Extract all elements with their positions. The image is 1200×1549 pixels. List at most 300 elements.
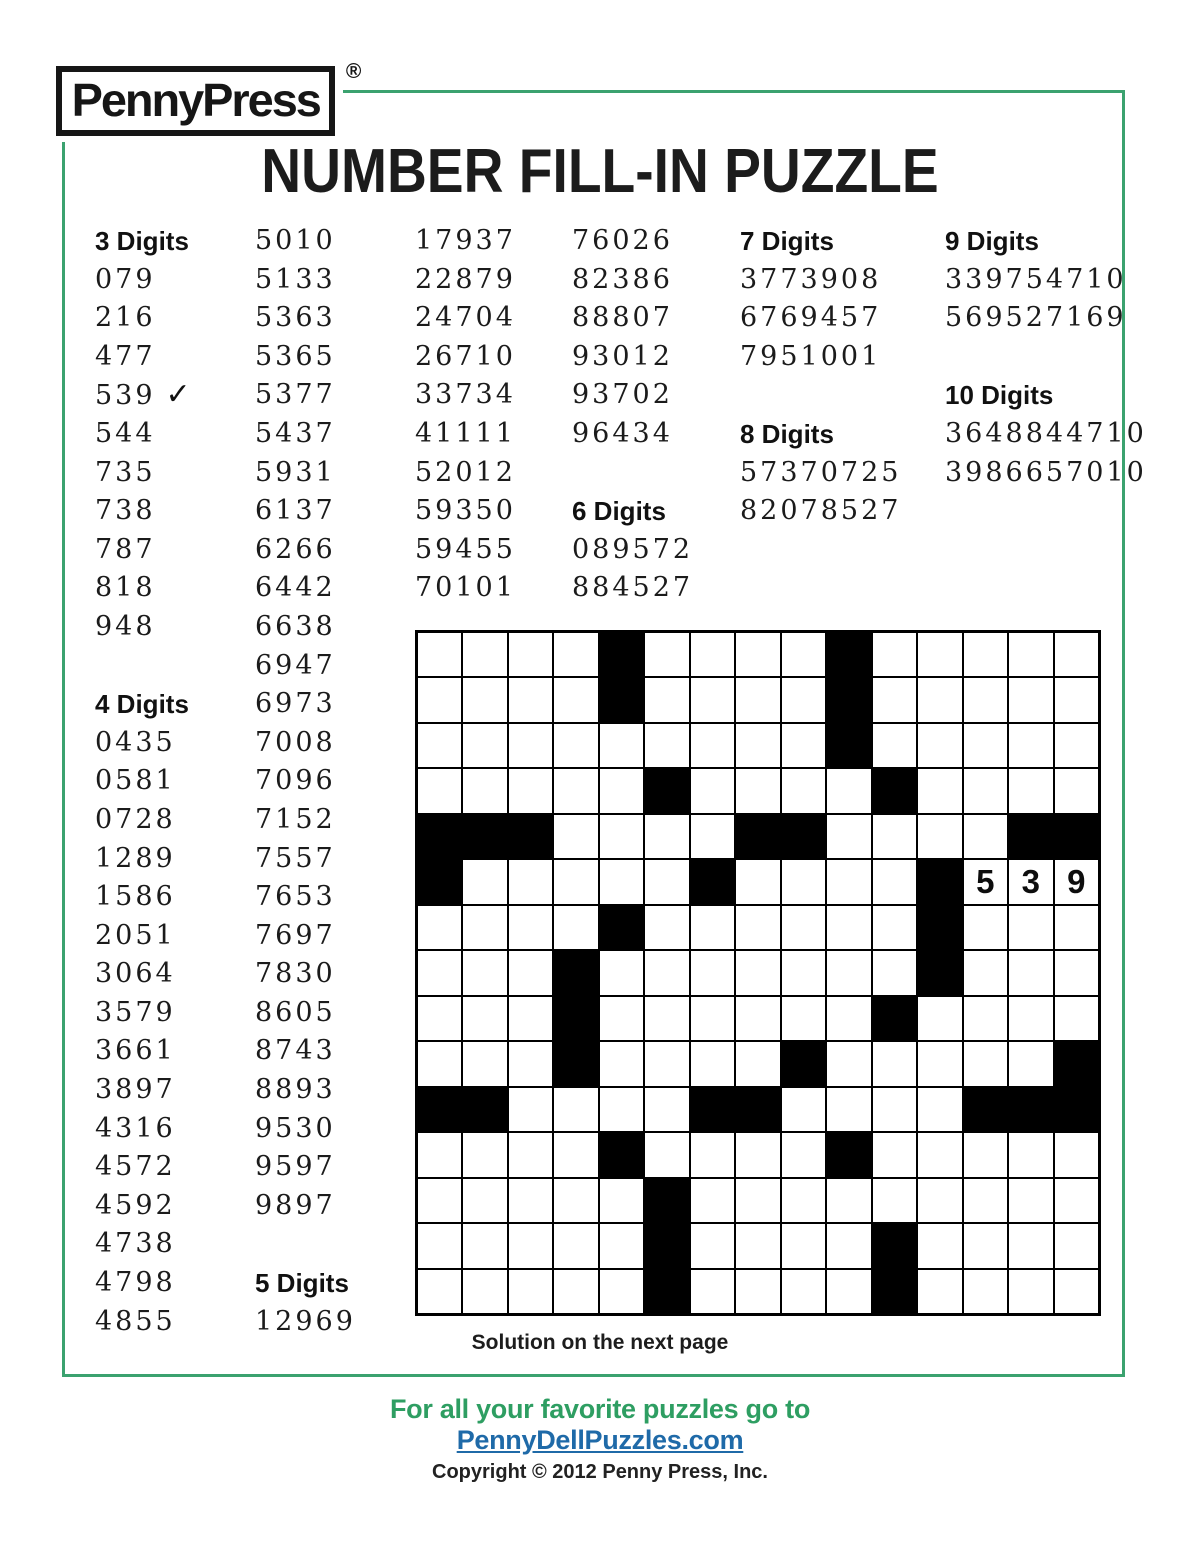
- list-number: 3986657010: [945, 456, 1147, 488]
- grid-cell[interactable]: [781, 1087, 826, 1132]
- grid-cell[interactable]: [553, 632, 598, 677]
- grid-cell[interactable]: [1054, 768, 1099, 813]
- grid-cell[interactable]: [553, 677, 598, 722]
- grid-cell[interactable]: [417, 768, 462, 813]
- grid-cell[interactable]: [599, 1223, 644, 1268]
- list-spacer: [572, 454, 693, 493]
- grid-cell[interactable]: [917, 768, 962, 813]
- grid-cell[interactable]: [1054, 1269, 1099, 1314]
- list-number: 6266: [255, 533, 336, 565]
- grid-cell[interactable]: [462, 859, 507, 904]
- grid-cell[interactable]: [872, 1178, 917, 1223]
- grid-cell[interactable]: [917, 677, 962, 722]
- grid-cell[interactable]: [1008, 1041, 1053, 1086]
- list-number: 17937: [415, 225, 516, 256]
- grid-cell[interactable]: [872, 905, 917, 950]
- list-number: 0435: [95, 726, 176, 758]
- list-number: 26710: [415, 340, 516, 372]
- grid-cell-black: [599, 632, 644, 677]
- grid-cell-black: [553, 1041, 598, 1086]
- grid-cell-black: [872, 768, 917, 813]
- grid-cell-black: [781, 1041, 826, 1086]
- grid-cell[interactable]: [599, 768, 644, 813]
- grid-cell[interactable]: [1008, 1223, 1053, 1268]
- grid-cell[interactable]: [553, 768, 598, 813]
- grid-cell[interactable]: [781, 905, 826, 950]
- solution-note: Solution on the next page: [471, 1331, 729, 1354]
- grid-cell[interactable]: [1054, 677, 1099, 722]
- grid-cell-black: [826, 677, 871, 722]
- list-number: 0581: [95, 765, 176, 797]
- grid-cell[interactable]: [644, 859, 689, 904]
- grid-cell[interactable]: [644, 723, 689, 768]
- grid-cell[interactable]: [553, 1269, 598, 1314]
- list-number: 9530: [255, 1112, 336, 1144]
- grid-cell[interactable]: [1008, 632, 1053, 677]
- grid-cell[interactable]: [826, 1041, 871, 1086]
- grid-cell[interactable]: [553, 905, 598, 950]
- grid-cell[interactable]: [508, 1223, 553, 1268]
- grid-cell[interactable]: [826, 768, 871, 813]
- number-list-column-2: [255, 222, 356, 1341]
- grid-cell[interactable]: [690, 768, 735, 813]
- list-number: 3064: [95, 958, 176, 990]
- list-spacer: [945, 338, 1147, 377]
- list-number: 7557: [255, 842, 336, 874]
- grid-cell-black: [599, 677, 644, 722]
- grid-cell[interactable]: [690, 1269, 735, 1314]
- grid-cell[interactable]: [508, 1178, 553, 1223]
- grid-cell[interactable]: [735, 723, 780, 768]
- grid-cell[interactable]: [644, 905, 689, 950]
- grid-cell[interactable]: [735, 1132, 780, 1177]
- grid-cell[interactable]: [1054, 996, 1099, 1041]
- list-number: 3579: [95, 996, 176, 1028]
- registered-trademark-icon: ®: [345, 60, 362, 83]
- grid-cell[interactable]: [1054, 905, 1099, 950]
- grid-cell[interactable]: [690, 950, 735, 995]
- grid-cell[interactable]: [599, 859, 644, 904]
- grid-cell[interactable]: [553, 1223, 598, 1268]
- list-number: 8893: [255, 1074, 336, 1106]
- list-number: 7830: [255, 958, 336, 990]
- list-number: 735: [95, 456, 156, 488]
- list-number: 7096: [255, 765, 336, 797]
- list-number: 948: [95, 610, 156, 642]
- grid-cell[interactable]: [599, 814, 644, 859]
- grid-cell[interactable]: [417, 723, 462, 768]
- grid-cell-black: [417, 814, 462, 859]
- grid-cell[interactable]: [417, 1041, 462, 1086]
- grid-cell[interactable]: [872, 632, 917, 677]
- grid-cell[interactable]: [508, 632, 553, 677]
- grid-cell[interactable]: [872, 950, 917, 995]
- grid-cell[interactable]: [735, 1269, 780, 1314]
- grid-cell-black: [917, 859, 962, 904]
- list-number: 59455: [415, 533, 516, 565]
- grid-cell[interactable]: [462, 1178, 507, 1223]
- grid-cell[interactable]: [735, 950, 780, 995]
- list-number: 88807: [572, 302, 673, 334]
- list-number: 569527169: [945, 302, 1127, 334]
- grid-cell[interactable]: [963, 996, 1008, 1041]
- list-number: 3648844710: [945, 417, 1147, 449]
- grid-cell[interactable]: [599, 1178, 644, 1223]
- grid-cell-black: [1054, 814, 1099, 859]
- list-number: 339754710: [945, 263, 1127, 295]
- grid-cell[interactable]: [781, 1132, 826, 1177]
- grid-cell[interactable]: [599, 996, 644, 1041]
- digit-group-header: 3 Digits: [95, 226, 189, 256]
- list-number: 787: [95, 533, 156, 565]
- grid-cell[interactable]: [644, 950, 689, 995]
- grid-cell[interactable]: [599, 1269, 644, 1314]
- grid-cell[interactable]: [508, 1132, 553, 1177]
- grid-cell-black: [599, 1132, 644, 1177]
- list-number: 9897: [255, 1189, 336, 1221]
- grid-cell[interactable]: [1054, 632, 1099, 677]
- grid-cell[interactable]: [462, 1269, 507, 1314]
- grid-cell[interactable]: [553, 859, 598, 904]
- grid-cell[interactable]: [917, 632, 962, 677]
- list-number: 4592: [95, 1189, 176, 1221]
- grid-cell[interactable]: [690, 996, 735, 1041]
- grid-cell[interactable]: [963, 677, 1008, 722]
- grid-cell[interactable]: [963, 1041, 1008, 1086]
- list-number: 1586: [95, 881, 176, 913]
- grid-cell[interactable]: [690, 632, 735, 677]
- grid-cell[interactable]: [781, 677, 826, 722]
- grid-cell[interactable]: [917, 814, 962, 859]
- grid-cell[interactable]: [1008, 1178, 1053, 1223]
- grid-cell[interactable]: [690, 905, 735, 950]
- grid-cell[interactable]: [508, 1041, 553, 1086]
- grid-cell[interactable]: [826, 1178, 871, 1223]
- grid-cell[interactable]: [872, 814, 917, 859]
- list-number: 41111: [415, 417, 516, 449]
- grid-cell[interactable]: [417, 677, 462, 722]
- grid-cell[interactable]: [781, 1223, 826, 1268]
- grid-cell[interactable]: [781, 1178, 826, 1223]
- grid-cell[interactable]: [963, 1223, 1008, 1268]
- checkmark-icon: ✓: [165, 377, 191, 413]
- grid-cell[interactable]: [690, 814, 735, 859]
- list-number: 1289: [95, 842, 176, 874]
- grid-cell[interactable]: [644, 996, 689, 1041]
- grid-cell[interactable]: [508, 1087, 553, 1132]
- grid-cell[interactable]: [735, 677, 780, 722]
- grid-cell[interactable]: [781, 1269, 826, 1314]
- grid-cell[interactable]: [1054, 950, 1099, 995]
- list-number: 9597: [255, 1151, 336, 1183]
- grid-cell[interactable]: [781, 723, 826, 768]
- list-number: 3897: [95, 1074, 176, 1106]
- grid-cell[interactable]: [872, 1041, 917, 1086]
- grid-cell[interactable]: [690, 723, 735, 768]
- grid-cell[interactable]: [644, 1041, 689, 1086]
- grid-cell[interactable]: [462, 950, 507, 995]
- grid-cell[interactable]: [462, 1041, 507, 1086]
- grid-cell[interactable]: [917, 1269, 962, 1314]
- grid-cell-black: [735, 814, 780, 859]
- copyright-text: Copyright © 2012 Penny Press, Inc.: [432, 1461, 768, 1483]
- grid-cell-black: [826, 1132, 871, 1177]
- list-number: 12969: [255, 1305, 356, 1337]
- grid-cell-prefilled[interactable]: 5: [963, 859, 1008, 904]
- grid-cell[interactable]: [599, 950, 644, 995]
- grid-cell[interactable]: [644, 1132, 689, 1177]
- grid-cell[interactable]: [872, 1132, 917, 1177]
- grid-cell[interactable]: [1008, 677, 1053, 722]
- grid-cell[interactable]: [599, 723, 644, 768]
- grid-cell[interactable]: [1008, 768, 1053, 813]
- list-number: 8605: [255, 996, 336, 1028]
- list-number: 6947: [255, 649, 336, 681]
- grid-cell[interactable]: [462, 1132, 507, 1177]
- grid-cell-black: [872, 1223, 917, 1268]
- grid-cell-black: [644, 1269, 689, 1314]
- grid-cell[interactable]: [735, 905, 780, 950]
- grid-cell-black: [644, 768, 689, 813]
- grid-cell[interactable]: [462, 996, 507, 1041]
- list-number: 089572: [572, 533, 694, 565]
- grid-cell[interactable]: [781, 950, 826, 995]
- grid-cell[interactable]: [553, 1178, 598, 1223]
- grid-cell[interactable]: [508, 768, 553, 813]
- list-number: 2051: [95, 919, 176, 951]
- grid-cell-black: [462, 814, 507, 859]
- grid-cell[interactable]: [917, 723, 962, 768]
- list-number: 57370725: [740, 456, 902, 488]
- grid-cell[interactable]: [963, 1132, 1008, 1177]
- grid-cell-black: [781, 814, 826, 859]
- grid-cell[interactable]: [417, 1132, 462, 1177]
- grid-cell[interactable]: [690, 1132, 735, 1177]
- list-number: 0728: [95, 803, 176, 835]
- grid-cell[interactable]: [553, 814, 598, 859]
- grid-cell[interactable]: [963, 905, 1008, 950]
- list-number: 7951001: [740, 340, 882, 372]
- grid-cell[interactable]: [963, 814, 1008, 859]
- grid-cell[interactable]: [826, 950, 871, 995]
- grid-cell-black: [462, 1087, 507, 1132]
- grid-cell[interactable]: [917, 1041, 962, 1086]
- digit-group-header: 7 Digits: [740, 226, 834, 256]
- list-number: 93702: [572, 379, 673, 411]
- grid-cell[interactable]: [963, 1269, 1008, 1314]
- grid-cell-black: [872, 1269, 917, 1314]
- grid-cell-black: [826, 723, 871, 768]
- grid-cell[interactable]: [644, 1087, 689, 1132]
- grid-cell[interactable]: [553, 723, 598, 768]
- grid-cell[interactable]: [917, 996, 962, 1041]
- grid-cell[interactable]: [417, 996, 462, 1041]
- digit-group-header: 4 Digits: [95, 689, 189, 720]
- digit-group-header: 10 Digits: [945, 380, 1054, 411]
- list-number: 93012: [572, 340, 673, 372]
- list-number: 4855: [95, 1305, 176, 1337]
- grid-cell[interactable]: [963, 1178, 1008, 1223]
- grid-cell[interactable]: [1008, 905, 1053, 950]
- grid-cell[interactable]: [417, 905, 462, 950]
- grid-cell[interactable]: [826, 859, 871, 904]
- grid-cell-black: [1054, 1087, 1099, 1132]
- grid-cell[interactable]: [508, 859, 553, 904]
- grid-cell[interactable]: [735, 859, 780, 904]
- number-list-column-4: [572, 222, 693, 608]
- list-number: 539 ✓: [95, 377, 191, 413]
- list-number: 4798: [95, 1267, 176, 1299]
- grid-cell-black: [417, 1087, 462, 1132]
- list-number: 477: [95, 340, 156, 372]
- list-number: 4316: [95, 1112, 176, 1144]
- grid-cell[interactable]: [462, 905, 507, 950]
- grid-cell[interactable]: [553, 1132, 598, 1177]
- list-number: 6638: [255, 610, 336, 642]
- list-number: 96434: [572, 417, 673, 449]
- grid-cell[interactable]: [417, 1223, 462, 1268]
- number-list-column-1: [95, 222, 191, 1341]
- grid-cell[interactable]: [508, 723, 553, 768]
- list-number: 884527: [572, 572, 694, 604]
- grid-cell[interactable]: [963, 723, 1008, 768]
- grid-cell[interactable]: [963, 950, 1008, 995]
- list-number: 4738: [95, 1228, 176, 1260]
- grid-cell[interactable]: [462, 723, 507, 768]
- list-number: 079: [95, 263, 156, 295]
- grid-cell[interactable]: [826, 905, 871, 950]
- grid-cell[interactable]: [735, 1178, 780, 1223]
- grid-cell[interactable]: [417, 950, 462, 995]
- grid-cell[interactable]: [872, 1087, 917, 1132]
- list-number: 7008: [255, 726, 336, 758]
- grid-cell[interactable]: [644, 814, 689, 859]
- grid-cell[interactable]: [1008, 996, 1053, 1041]
- grid-cell[interactable]: [917, 1087, 962, 1132]
- grid-cell-black: [963, 1087, 1008, 1132]
- grid-cell[interactable]: [872, 723, 917, 768]
- grid-cell-black: [735, 1087, 780, 1132]
- grid-cell-black: [553, 950, 598, 995]
- grid-cell[interactable]: [917, 1178, 962, 1223]
- grid-cell[interactable]: [1008, 723, 1053, 768]
- grid-cell[interactable]: [462, 632, 507, 677]
- grid-cell[interactable]: [417, 1269, 462, 1314]
- page-title: NUMBER FILL-IN PUZZLE: [261, 137, 939, 206]
- number-list-column-5: [740, 222, 901, 531]
- grid-cell[interactable]: [690, 1041, 735, 1086]
- grid-cell[interactable]: [826, 814, 871, 859]
- grid-cell[interactable]: [917, 1132, 962, 1177]
- grid-cell[interactable]: [963, 768, 1008, 813]
- grid-cell[interactable]: [963, 632, 1008, 677]
- list-spacer: [95, 647, 191, 686]
- grid-cell[interactable]: [1054, 1132, 1099, 1177]
- grid-cell[interactable]: [462, 768, 507, 813]
- grid-cell[interactable]: [781, 632, 826, 677]
- grid-cell[interactable]: [826, 1087, 871, 1132]
- grid-cell[interactable]: [1054, 723, 1099, 768]
- grid-cell[interactable]: [508, 950, 553, 995]
- grid-cell[interactable]: [735, 768, 780, 813]
- list-number: 76026: [572, 225, 673, 256]
- grid-cell[interactable]: [735, 1223, 780, 1268]
- grid-cell[interactable]: [690, 1223, 735, 1268]
- list-number: 544: [95, 417, 156, 449]
- grid-cell[interactable]: [690, 1178, 735, 1223]
- list-number: 59350: [415, 495, 516, 527]
- grid-cell[interactable]: [826, 1269, 871, 1314]
- grid-cell[interactable]: [1008, 950, 1053, 995]
- grid-cell[interactable]: [735, 996, 780, 1041]
- promo-text: For all your favorite puzzles go to: [389, 1394, 811, 1424]
- grid-cell[interactable]: [462, 1223, 507, 1268]
- list-spacer: [255, 1225, 356, 1264]
- grid-cell[interactable]: [781, 859, 826, 904]
- grid-cell[interactable]: [1008, 1132, 1053, 1177]
- grid-cell[interactable]: [508, 677, 553, 722]
- list-number: 7697: [255, 919, 336, 951]
- logo-box: [56, 66, 335, 136]
- list-number: 6769457: [740, 302, 882, 334]
- grid-cell[interactable]: [599, 1087, 644, 1132]
- grid-cell[interactable]: [781, 996, 826, 1041]
- list-number: 5931: [255, 456, 336, 488]
- list-number: 5010: [255, 225, 336, 256]
- grid-cell[interactable]: [644, 632, 689, 677]
- grid-cell[interactable]: [1054, 1178, 1099, 1223]
- digit-group-header: 5 Digits: [255, 1268, 349, 1299]
- list-number: 82078527: [740, 495, 902, 527]
- grid-cell[interactable]: [417, 632, 462, 677]
- grid-cell[interactable]: [644, 677, 689, 722]
- grid-cell[interactable]: [735, 1041, 780, 1086]
- list-spacer: [740, 376, 901, 415]
- grid-cell[interactable]: [508, 905, 553, 950]
- pennydellpuzzles-link[interactable]: PennyDellPuzzles.com: [456, 1425, 744, 1455]
- grid-cell[interactable]: [690, 677, 735, 722]
- list-number: 6137: [255, 495, 336, 527]
- grid-cell[interactable]: [599, 1041, 644, 1086]
- list-number: 5377: [255, 379, 336, 411]
- list-number: 5133: [255, 263, 336, 295]
- grid-cell-prefilled[interactable]: 9: [1054, 859, 1099, 904]
- grid-cell[interactable]: [872, 859, 917, 904]
- grid-cell-black: [826, 632, 871, 677]
- grid-cell[interactable]: [417, 1178, 462, 1223]
- grid-cell[interactable]: [826, 1223, 871, 1268]
- grid-cell[interactable]: [781, 768, 826, 813]
- grid-cell[interactable]: [735, 632, 780, 677]
- grid-cell[interactable]: [1054, 1223, 1099, 1268]
- grid-cell-black: [508, 814, 553, 859]
- list-number: 52012: [415, 456, 516, 488]
- grid-cell-black: [917, 905, 962, 950]
- grid-cell[interactable]: [462, 677, 507, 722]
- grid-cell[interactable]: [553, 1087, 598, 1132]
- grid-cell-prefilled[interactable]: 3: [1008, 859, 1053, 904]
- grid-cell[interactable]: [917, 1223, 962, 1268]
- list-number: 6442: [255, 572, 336, 604]
- list-number: 3661: [95, 1035, 176, 1067]
- grid-cell[interactable]: [508, 996, 553, 1041]
- grid-cell[interactable]: [1008, 1269, 1053, 1314]
- list-number: 7653: [255, 881, 336, 913]
- list-number: 216: [95, 302, 156, 334]
- grid-cell[interactable]: [508, 1269, 553, 1314]
- grid-cell[interactable]: [872, 677, 917, 722]
- grid-cell[interactable]: [826, 996, 871, 1041]
